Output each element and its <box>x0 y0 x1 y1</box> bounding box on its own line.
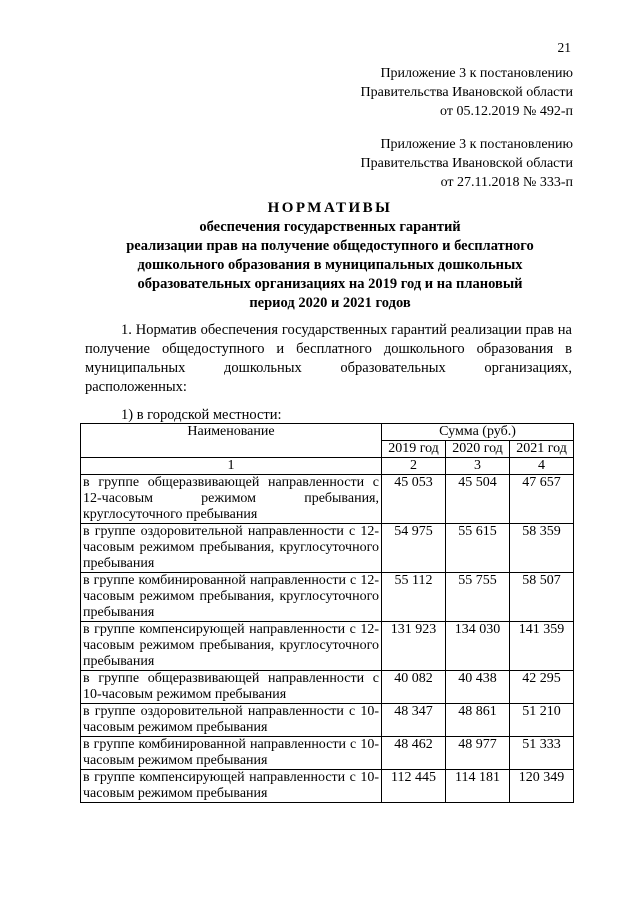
row-value: 48 977 <box>446 737 510 770</box>
row-value: 120 349 <box>510 770 574 803</box>
row-value: 48 462 <box>382 737 446 770</box>
table-row <box>81 524 574 573</box>
row-name: в группе компенсирующей направленности с 12-часовым режимом пребывания, круглосуточного пребывания <box>81 622 382 671</box>
appendix-line: Приложение 3 к постановлению <box>380 137 573 152</box>
row-value: 141 359 <box>510 622 574 671</box>
table-row <box>81 704 574 737</box>
row-value: 112 445 <box>382 770 446 803</box>
row-value: 131 923 <box>382 622 446 671</box>
table-numbers-row <box>81 458 574 475</box>
title-line: период 2020 и 2021 годов <box>249 295 411 311</box>
column-number: 3 <box>446 458 510 475</box>
title-line: образовательных организациях на 2019 год и на плановый <box>137 276 523 292</box>
appendix-line: Правительства Ивановской области <box>360 85 573 100</box>
table-row <box>81 737 574 770</box>
table-row <box>81 770 574 803</box>
header-year: 2020 год <box>446 441 510 458</box>
title-heading: НОРМАТИВЫ <box>267 200 393 216</box>
row-name: в группе комбинированной направленности с 12-часовым режимом пребывания, круглосуточного пребывания <box>81 573 382 622</box>
title-line: реализации прав на получение общедоступного и бесплатного <box>126 238 534 254</box>
row-value: 58 507 <box>510 573 574 622</box>
row-value: 48 347 <box>382 704 446 737</box>
row-value: 55 112 <box>382 573 446 622</box>
table-row <box>81 671 574 704</box>
row-value: 40 082 <box>382 671 446 704</box>
document-title <box>90 199 570 313</box>
page-number: 21 <box>557 40 571 55</box>
header-sum: Сумма (руб.) <box>382 424 574 441</box>
row-value: 40 438 <box>446 671 510 704</box>
section-subheading: 1) в городской местности: <box>121 407 282 423</box>
title-line: дошкольного образования в муниципальных дошкольных <box>137 257 523 273</box>
row-value: 114 181 <box>446 770 510 803</box>
row-value: 55 615 <box>446 524 510 573</box>
row-name: в группе компенсирующей направленности с 10-часовым режимом пребывания <box>81 770 382 803</box>
column-number: 1 <box>81 458 382 475</box>
row-name: в группе комбинированной направленности с 10-часовым режимом пребывания <box>81 737 382 770</box>
body-paragraph: 1. Норматив обеспечения государственных гарантий реализации прав на получение общедоступного и бесплатного дошкольного образования в муниципальных дошкольных образовательных организациях, расположенных: <box>85 322 572 395</box>
appendix-line: Правительства Ивановской области <box>360 156 573 171</box>
table-row <box>81 573 574 622</box>
appendix-line: от 05.12.2019 № 492-п <box>440 104 573 119</box>
appendix-note-original <box>361 135 573 192</box>
row-value: 45 053 <box>382 475 446 524</box>
table-header-row <box>81 424 574 441</box>
row-value: 42 295 <box>510 671 574 704</box>
row-value: 54 975 <box>382 524 446 573</box>
header-name: Наименование <box>81 424 382 458</box>
row-value: 51 333 <box>510 737 574 770</box>
row-name: в группе оздоровительной направленности с 12-часовым режимом пребывания, круглосуточного пребывания <box>81 524 382 573</box>
header-year: 2021 год <box>510 441 574 458</box>
row-value: 51 210 <box>510 704 574 737</box>
appendix-line: от 27.11.2018 № 333-п <box>440 175 573 190</box>
row-value: 48 861 <box>446 704 510 737</box>
row-value: 47 657 <box>510 475 574 524</box>
table-row <box>81 622 574 671</box>
header-year: 2019 год <box>382 441 446 458</box>
column-number: 4 <box>510 458 574 475</box>
appendix-note-current <box>361 64 573 121</box>
table-row <box>81 475 574 524</box>
appendix-line: Приложение 3 к постановлению <box>380 66 573 81</box>
row-name: в группе общеразвивающей направленности с 12-часовым режимом пребывания, круглосуточного пребывания <box>81 475 382 524</box>
row-value: 45 504 <box>446 475 510 524</box>
row-name: в группе общеразвивающей направленности с 10-часовым режимом пребывания <box>81 671 382 704</box>
norms-table <box>80 423 574 803</box>
column-number: 2 <box>382 458 446 475</box>
title-line: обеспечения государственных гарантий <box>199 219 461 235</box>
row-value: 134 030 <box>446 622 510 671</box>
row-value: 58 359 <box>510 524 574 573</box>
row-name: в группе оздоровительной направленности с 10-часовым режимом пребывания <box>81 704 382 737</box>
row-value: 55 755 <box>446 573 510 622</box>
